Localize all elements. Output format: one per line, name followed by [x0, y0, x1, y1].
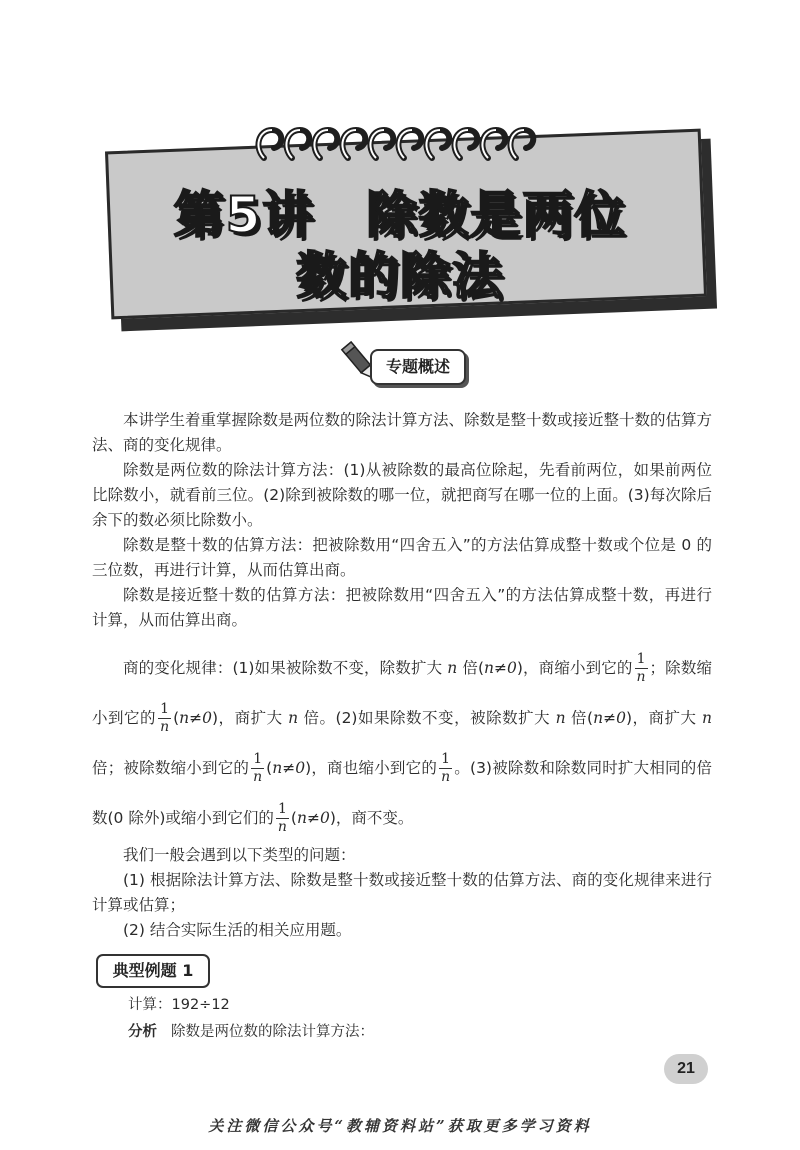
rule-text: 倍( [457, 659, 485, 677]
paragraph: 我们一般会遇到以下类型的问题： [123, 846, 356, 864]
fraction-numerator: 1 [276, 801, 289, 819]
rule-text: )，商不变。 [329, 809, 414, 827]
variable-n: n [555, 709, 566, 727]
paragraph: 除数是两位数的除法计算方法：(1)从被除数的最高位除起，先看前两位，如果前两位比除数小，就看前三位。(2)除到被除数的哪一位，就把商写在哪一位的上面。(3)每次除后余下的数必须比除数小。 [92, 461, 712, 529]
rule-text: 商的变化规律：(1)如果被除数不变，除数扩大 [123, 659, 448, 677]
rule-text: 。(3)被除数和除数同时扩大相同的倍数(0 除外)或缩小到它们的 [92, 759, 712, 827]
fraction-denominator: n [636, 669, 646, 685]
condition: n≠0 [484, 659, 517, 677]
list-item: (1) 根据除法计算方法、除数是整十数或接近整十数的估算方法、商的变化规律来进行计算或估算； [92, 871, 712, 914]
quotient-rule-paragraph [92, 643, 712, 843]
rule-text: )，商扩大 [625, 709, 702, 727]
variable-n: n [288, 709, 299, 727]
condition: n≠0 [179, 709, 212, 727]
fraction-numerator: 1 [251, 751, 264, 769]
rule-text: ( [290, 809, 297, 827]
chapter-title-line1: 第5讲 除数是两位 [173, 186, 627, 244]
fraction-denominator: n [441, 769, 451, 785]
fraction-1-over-n [439, 751, 452, 786]
variable-n: n [702, 709, 712, 727]
chapter-title-line2: 数的除法 [296, 247, 504, 305]
rule-text: )，商扩大 [212, 709, 289, 727]
analysis-label: 分析 [128, 1024, 157, 1040]
paragraph: 除数是整十数的估算方法：把被除数用“四舍五入”的方法估算成整十数或个位是 0 的三位数，再进行计算，从而估算出商。 [92, 536, 712, 579]
variable-n: n [447, 659, 458, 677]
fraction-numerator: 1 [635, 651, 648, 669]
fraction-numerator: 1 [439, 751, 452, 769]
rule-text: 倍( [565, 709, 594, 727]
paragraph: 本讲学生着重掌握除数是两位数的除法计算方法、除数是整十数或接近整十数的估算方法、商的变化规律。 [92, 411, 713, 454]
paragraph: 除数是接近整十数的估算方法：把被除数用“四舍五入”的方法估算成整十数，再进行计算，从而估算出商。 [92, 586, 712, 629]
list-item: (2) 结合实际生活的相关应用题。 [123, 921, 352, 939]
page-number: 21 [664, 1054, 708, 1084]
spiral-binding-icon [250, 118, 540, 180]
fraction-denominator: n [277, 819, 287, 835]
section-badge: 专题概述 [370, 349, 466, 385]
fraction-denominator: n [160, 719, 170, 735]
fraction-1-over-n [276, 801, 289, 836]
fraction-denominator: n [253, 769, 263, 785]
rule-text: ( [173, 709, 180, 727]
condition: n≠0 [272, 759, 306, 777]
rule-text: ( [266, 759, 273, 777]
fraction-1-over-n [158, 701, 171, 736]
rule-text: )，商也缩小到它的 [305, 759, 438, 777]
example-question: 计算：192÷12 [128, 997, 230, 1013]
fraction-numerator: 1 [158, 701, 171, 719]
fraction-1-over-n [635, 651, 648, 686]
rule-text: ；除数缩小到它的 [92, 659, 712, 727]
example-badge: 典型例题 1 [96, 954, 210, 988]
rule-text: )，商缩小到它的 [516, 659, 633, 677]
example-analysis [128, 1020, 374, 1041]
fraction-1-over-n [251, 751, 264, 786]
condition: n≠0 [296, 809, 330, 827]
overview-content [92, 408, 712, 943]
rule-text: 倍。(2)如果除数不变，被除数扩大 [298, 709, 556, 727]
footer-note: 关注微信公众号“教辅资料站”获取更多学习资料 [208, 1117, 592, 1135]
rule-text: 倍；被除数缩小到它的 [92, 759, 250, 777]
condition: n≠0 [593, 709, 626, 727]
analysis-text: 除数是两位数的除法计算方法： [171, 1024, 374, 1040]
